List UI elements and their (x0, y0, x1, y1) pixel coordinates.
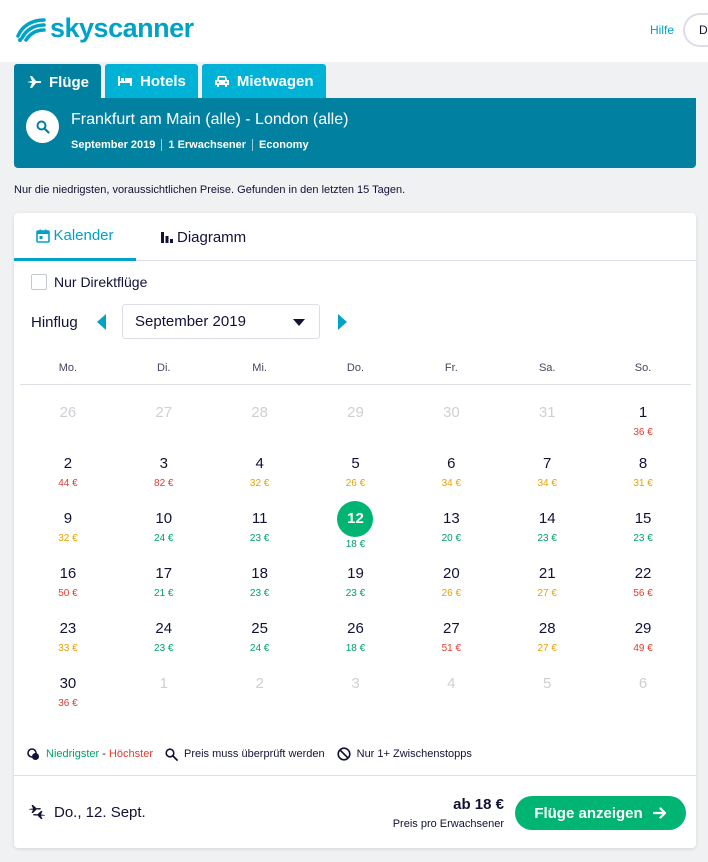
day-price: 23 € (154, 643, 174, 654)
calendar-day (212, 660, 308, 715)
calendar-day[interactable] (212, 495, 308, 550)
search-travellers: 1 Erwachsener (161, 139, 252, 151)
day-number: 14 (538, 510, 556, 527)
day-price: 33 € (58, 643, 78, 654)
day-price: 34 € (441, 478, 462, 489)
calendar-icon (36, 229, 50, 243)
legend-lowest: Niedrigster (46, 748, 100, 760)
calendar-day[interactable] (403, 605, 499, 660)
calendar-day[interactable] (20, 440, 116, 495)
day-number: 19 (347, 565, 364, 582)
day-number: 29 (634, 620, 652, 637)
tab-car-hire[interactable] (202, 64, 326, 98)
calendar-day[interactable] (116, 605, 212, 660)
day-number: 8 (638, 455, 648, 472)
day-price: 27 € (537, 588, 557, 599)
day-number: 2 (63, 455, 73, 472)
calendar-day[interactable] (308, 440, 404, 495)
day-number: 18 (251, 565, 268, 582)
weekday: So. (634, 362, 652, 374)
show-flights-label: Flüge anzeigen (534, 804, 643, 822)
day-price: 32 € (249, 478, 270, 489)
day-number: 25 (251, 620, 268, 637)
tab-calendar[interactable] (14, 213, 136, 261)
calendar-day[interactable] (595, 605, 691, 660)
direct-flights-filter[interactable] (31, 274, 147, 290)
calendar-day[interactable] (403, 495, 499, 550)
day-number: 30 (59, 675, 77, 692)
weekday-header (20, 357, 691, 385)
month-select[interactable] (122, 304, 320, 339)
route-text: Frankfurt am Main (alle) - London (alle) (71, 111, 349, 128)
logo-text: skyscanner (50, 13, 194, 43)
day-number: 7 (543, 455, 552, 472)
legend-stops (337, 747, 472, 761)
calendar-day[interactable] (20, 660, 116, 715)
legend-check-price (165, 748, 325, 761)
day-price: 23 € (249, 533, 270, 544)
search-button[interactable] (26, 110, 59, 143)
weekday: Do. (346, 362, 365, 374)
calendar-day[interactable] (116, 550, 212, 605)
day-number: 6 (638, 675, 648, 692)
day-number: 16 (59, 565, 77, 582)
calendar-day[interactable] (595, 440, 691, 495)
day-number: 11 (251, 510, 268, 527)
search-meta (71, 139, 315, 151)
price-per-adult: Preis pro Erwachsener (392, 818, 504, 830)
previous-month-arrow-icon[interactable] (97, 314, 107, 330)
calendar-day (403, 660, 499, 715)
day-number: 29 (347, 404, 364, 421)
next-month-arrow-icon[interactable] (337, 314, 347, 330)
day-price: 51 € (441, 643, 462, 654)
day-price: 34 € (537, 478, 557, 489)
month-select-value: September 2019 (135, 313, 246, 330)
day-price: 31 € (633, 478, 653, 489)
selection-footer (14, 775, 696, 848)
price-note: Nur die niedrigsten, voraussichtlichen Preise. Gefunden in den letzten 15 Tagen. (14, 184, 406, 196)
weekday: Sa. (538, 362, 556, 374)
search-cabin: Economy (252, 139, 315, 151)
search-summary[interactable] (14, 98, 696, 168)
skyscanner-logo[interactable] (14, 14, 194, 42)
calendar-day[interactable] (308, 495, 404, 550)
day-number: 24 (155, 620, 173, 637)
day-price: 82 € (154, 478, 174, 489)
weekday: Di. (157, 362, 171, 374)
bar-chart-icon (160, 230, 174, 244)
calendar-day[interactable] (212, 440, 308, 495)
day-price: 32 € (58, 533, 78, 544)
day-number: 28 (538, 620, 556, 637)
calendar-day[interactable] (403, 440, 499, 495)
day-number: 31 (538, 404, 556, 421)
day-number: 9 (63, 510, 73, 527)
day-number: 20 (443, 565, 460, 582)
day-price: 21 € (154, 588, 174, 599)
calendar-day (116, 385, 212, 440)
direct-flights-checkbox[interactable] (31, 274, 47, 290)
calendar-day (595, 660, 691, 715)
tab-flights[interactable] (14, 64, 101, 100)
top-bar (0, 0, 708, 62)
day-number: 2 (255, 675, 264, 692)
bed-icon (117, 75, 133, 87)
outbound-label: Hinflug (31, 314, 78, 331)
day-number: 26 (59, 404, 77, 421)
cloud-logo-icon (14, 14, 46, 42)
calendar-day[interactable] (595, 385, 691, 440)
legend-price-range (27, 748, 153, 761)
calendar-day[interactable] (212, 605, 308, 660)
day-number: 28 (251, 404, 268, 421)
day-price: 26 € (345, 478, 366, 489)
day-number: 22 (634, 565, 652, 582)
day-number: 4 (447, 675, 456, 692)
calendar-day[interactable] (308, 550, 404, 605)
day-price: 27 € (537, 643, 557, 654)
view-tabs (14, 213, 696, 261)
tab-label: Hotels (140, 72, 186, 90)
calendar-day[interactable] (308, 605, 404, 660)
legend (27, 747, 484, 761)
price-from: ab 18 € (453, 796, 504, 813)
calendar-day[interactable] (595, 495, 691, 550)
day-price: 23 € (249, 588, 270, 599)
day-price: 24 € (154, 533, 174, 544)
direct-flights-label: Nur Direktflüge (54, 274, 148, 290)
day-price: 20 € (441, 533, 462, 544)
calendar-day[interactable] (499, 495, 595, 550)
chevron-down-icon (293, 319, 305, 326)
calendar-day (499, 385, 595, 440)
tab-label: Mietwagen (236, 72, 314, 90)
day-number: 23 (59, 620, 77, 637)
calendar-day (403, 385, 499, 440)
day-price: 23 € (633, 533, 653, 544)
legend-check-price-label: Preis muss überprüft werden (184, 748, 325, 760)
calendar-day[interactable] (116, 495, 212, 550)
day-number: 21 (538, 565, 556, 582)
day-price: 26 € (441, 588, 462, 599)
day-price: 49 € (633, 643, 653, 654)
calendar-grid (20, 385, 691, 715)
day-number: 13 (443, 510, 460, 527)
tab-label: Flüge (49, 73, 89, 91)
calendar-day (308, 660, 404, 715)
calendar-day[interactable] (20, 495, 116, 550)
day-price: 23 € (537, 533, 557, 544)
weekday: Fr. (444, 362, 458, 374)
calendar-card (14, 213, 696, 848)
day-price: 36 € (633, 427, 653, 438)
day-price: 18 € (345, 539, 366, 550)
calendar-day (212, 385, 308, 440)
day-number: 1 (159, 675, 168, 692)
day-price: 56 € (633, 588, 653, 599)
weekday: Mi. (252, 362, 267, 374)
search-month: September 2019 (71, 139, 156, 151)
calendar-day[interactable] (212, 550, 308, 605)
language-button[interactable]: D (683, 13, 708, 47)
calendar-day[interactable] (20, 605, 116, 660)
search-icon (36, 120, 50, 134)
day-number: 4 (255, 455, 264, 472)
calendar-day (20, 385, 116, 440)
tab-chart[interactable] (160, 213, 246, 261)
day-price: 24 € (249, 643, 270, 654)
selected-date: Do., 12. Sept. (54, 804, 146, 821)
day-number: 15 (634, 510, 652, 527)
calendar-day (116, 660, 212, 715)
product-tabs (14, 64, 326, 100)
tab-hotels[interactable] (105, 64, 198, 98)
arrow-right-icon (653, 807, 667, 819)
calendar-day[interactable] (116, 440, 212, 495)
day-number: 6 (447, 455, 456, 472)
calendar-day (499, 660, 595, 715)
day-price: 23 € (345, 588, 366, 599)
day-number: 17 (155, 565, 173, 582)
price-range-icon (27, 748, 40, 761)
plane-icon (26, 75, 42, 89)
day-number: 1 (638, 404, 648, 421)
car-icon (214, 74, 230, 88)
day-number: 3 (159, 455, 168, 472)
day-number: 3 (351, 675, 360, 692)
calendar-day[interactable] (595, 550, 691, 605)
weekday: Mo. (58, 362, 78, 374)
day-number: 10 (155, 510, 173, 527)
legend-highest: Höchster (108, 748, 153, 760)
day-price: 44 € (58, 478, 78, 489)
calendar-day[interactable] (499, 550, 595, 605)
day-price: 18 € (345, 643, 366, 654)
day-number: 5 (351, 455, 360, 472)
day-number: 5 (543, 675, 552, 692)
help-link[interactable]: Hilfe (650, 23, 675, 37)
show-flights-button[interactable] (515, 796, 686, 830)
calendar-day[interactable] (403, 550, 499, 605)
day-number: 26 (347, 620, 364, 637)
tab-calendar-label: Kalender (53, 227, 114, 244)
departure-plane-icon (28, 804, 46, 820)
no-direct-icon (337, 747, 351, 761)
day-price: 36 € (58, 698, 78, 709)
day-price: 50 € (58, 588, 78, 599)
calendar-day[interactable] (499, 440, 595, 495)
calendar-day[interactable] (499, 605, 595, 660)
tab-chart-label: Diagramm (177, 228, 247, 246)
day-number: 30 (443, 404, 460, 421)
day-number: 27 (155, 404, 173, 421)
day-number: 27 (443, 620, 460, 637)
magnifier-icon (165, 748, 178, 761)
calendar-day[interactable] (20, 550, 116, 605)
calendar-day (308, 385, 404, 440)
day-number: 12 (337, 501, 373, 537)
legend-separator: - (99, 748, 109, 760)
legend-stops-label: Nur 1+ Zwischenstopps (356, 748, 472, 760)
